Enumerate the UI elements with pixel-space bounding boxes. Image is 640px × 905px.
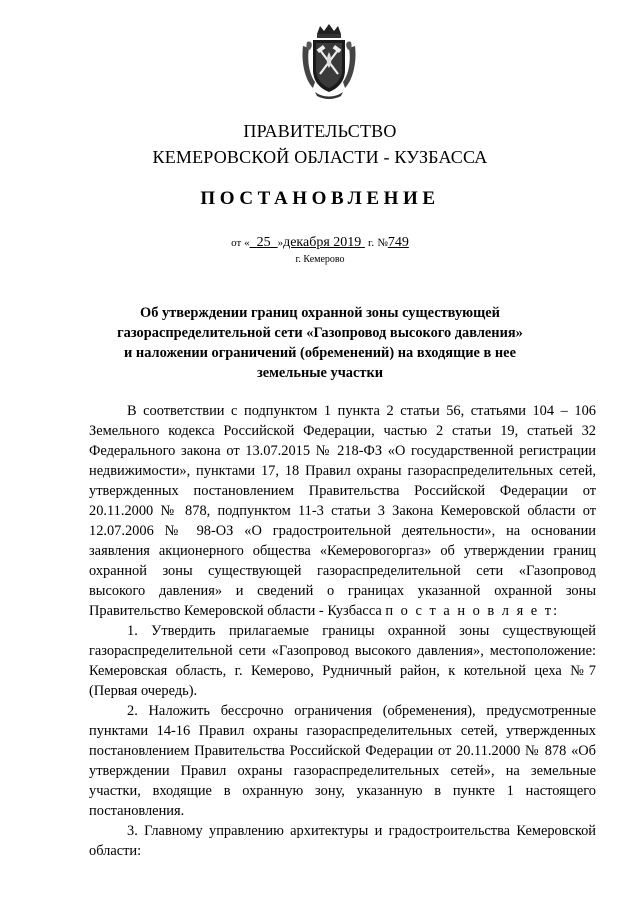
document-type-heading: ПОСТАНОВЛЕНИЕ: [200, 188, 440, 209]
title-line: и наложении ограничений (обременений) на входящие в нее: [124, 345, 516, 361]
title-line: газораспределительной сети «Газопровод высокого давления»: [117, 325, 523, 341]
date-number-line: [0, 234, 640, 251]
item-paragraph-2: 2. Наложить бессрочно ограничения (обременения), предусмотренные пунктами 14-16 Правил охраны газораспределительных сетей, утвержденных постановлением Правительства Российской Федерации от 20.11.2000 № 878 «Об утверждении Правил охраны газораспределительных сетей», на земельные участки, входящие в охранную зону, указанную в пункте 1 настоящего постановления.: [89, 703, 596, 819]
date-prefix: от «: [231, 237, 250, 249]
city-label: г. Кемерово: [295, 254, 345, 265]
date-year-abbr: г.: [368, 237, 375, 249]
document-title: [100, 303, 540, 383]
item-paragraph-1: 1. Утвердить прилагаемые границы охранной зоны существующей газораспределительной сети «Газопровод высокого давления», местоположение: Кемеровская область, г. Кемерово, Рудничный район, к котельной цеха №7 (Первая очередь).: [89, 623, 596, 699]
title-line: Об утверждении границ охранной зоны существующей: [140, 305, 500, 321]
date-close-quote: »: [277, 237, 284, 249]
government-title-line2: КЕМЕРОВСКОЙ ОБЛАСТИ - КУЗБАССА: [152, 147, 488, 167]
document-body: [89, 401, 596, 861]
date-day: 25: [256, 235, 271, 250]
resolves-word: п о с т а н о в л я е т:: [385, 603, 560, 619]
title-line: земельные участки: [256, 365, 384, 381]
preamble-paragraph: В соответствии с подпунктом 1 пункта 2 статьи 56, статьями 104 – 106 Земельного кодекса Российской Федерации, частью 2 статьи 19, статьей 32 Федерального закона от 13.07.2015 № 218-ФЗ «О государственной регистрации недвижимости», пунктами 17, 18 Правил охраны газораспределительных сетей, утвержденных постановлением Правительства Российской Федерации от 20.11.2000 № 878, подпунктом 11-3 статьи 3 Закона Кемеровской области от 12.07.2006 № 98-ОЗ «О градостроительной деятельности», на основании заявления акционерного общества «Кемеровогоргаз» об утверждении границ охранной зоны существующей газораспределительной сети «Газопровод высокого давления» и сведений о границах указанной охранной зоны Правительство Кемеровской области - Кузбасса п о с т а н о в л я е т:: [89, 403, 596, 619]
government-title-line1: ПРАВИТЕЛЬСТВО: [243, 121, 397, 141]
number-sign: №: [377, 237, 388, 249]
document-number: 749: [387, 235, 409, 250]
date-month-year: декабря 2019: [283, 235, 362, 250]
item-paragraph-3: 3. Главному управлению архитектуры и градостроительства Кемеровской области:: [89, 823, 596, 859]
coat-of-arms-emblem: [299, 22, 359, 100]
